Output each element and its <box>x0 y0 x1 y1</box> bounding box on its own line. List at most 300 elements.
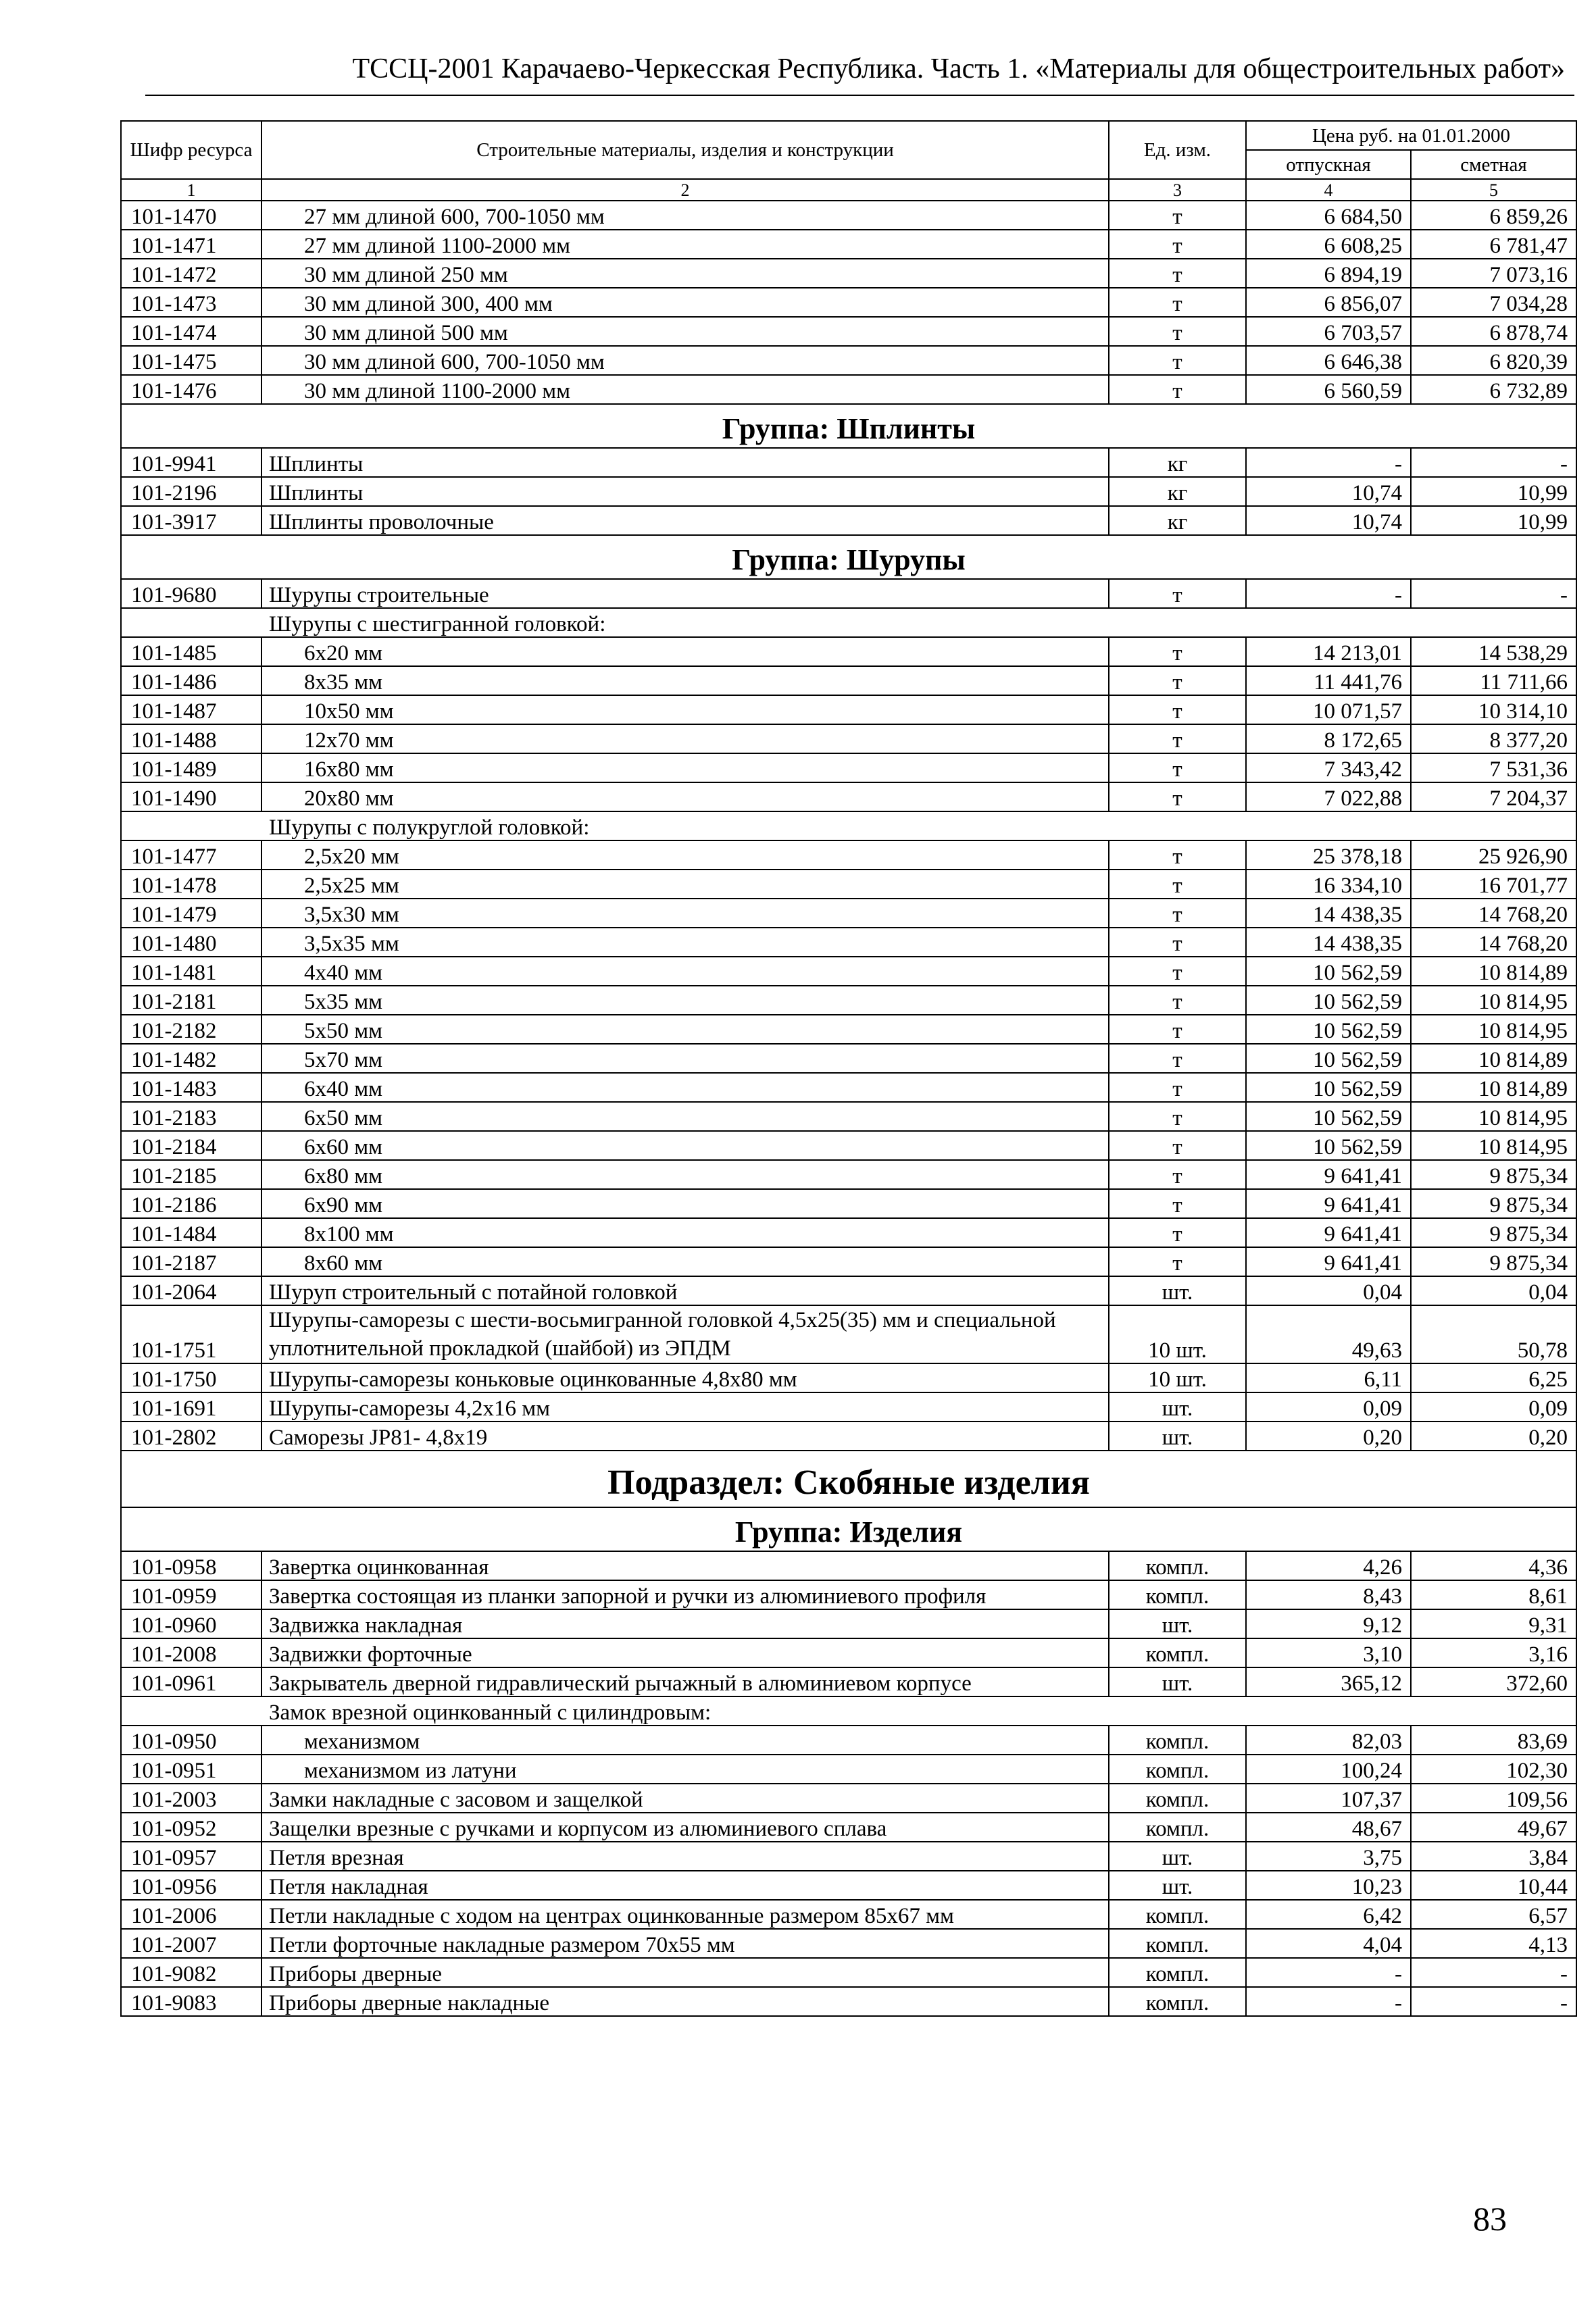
unit-cell: т <box>1109 899 1246 928</box>
estimate-price: 10,44 <box>1411 1871 1576 1900</box>
group-title: Группа: Шурупы <box>121 535 1576 579</box>
unit-cell: т <box>1109 1073 1246 1102</box>
column-header-estimate: сметная <box>1411 150 1576 179</box>
release-price: 10 562,59 <box>1246 957 1411 986</box>
release-price: 10 562,59 <box>1246 1102 1411 1131</box>
unit-cell: компл. <box>1109 1551 1246 1580</box>
table-row <box>121 724 1576 753</box>
resource-code: 101-0956 <box>121 1871 261 1900</box>
table-row <box>121 1015 1576 1044</box>
resource-code: 101-2181 <box>121 986 261 1015</box>
unit-cell: компл. <box>1109 1929 1246 1958</box>
estimate-price: 9 875,34 <box>1411 1218 1576 1247</box>
estimate-price: 10,99 <box>1411 477 1576 506</box>
table-row <box>121 1551 1576 1580</box>
unit-cell: т <box>1109 579 1246 608</box>
table-row <box>121 957 1576 986</box>
unit-cell: т <box>1109 753 1246 782</box>
item-name: 30 мм длиной 600, 700-1050 мм <box>261 346 1109 375</box>
release-price: 8 172,65 <box>1246 724 1411 753</box>
subheading-label: Замок врезной оцинкованный с цилиндровым: <box>261 1696 1411 1726</box>
resource-code: 101-1474 <box>121 317 261 346</box>
resource-code: 101-2184 <box>121 1131 261 1160</box>
estimate-price: 6 859,26 <box>1411 201 1576 230</box>
unit-cell: компл. <box>1109 1958 1246 1987</box>
subheading-label: Шурупы с полукруглой головкой: <box>261 811 1411 840</box>
unit-cell: т <box>1109 724 1246 753</box>
resource-code: 101-1487 <box>121 695 261 724</box>
resource-code: 101-1489 <box>121 753 261 782</box>
table-row <box>121 928 1576 957</box>
item-name: 6х90 мм <box>261 1189 1109 1218</box>
unit-cell: т <box>1109 695 1246 724</box>
table-row <box>121 1871 1576 1900</box>
column-number-5: 5 <box>1411 179 1576 201</box>
estimate-price: 16 701,77 <box>1411 870 1576 899</box>
table-row <box>121 1900 1576 1929</box>
release-price: 14 438,35 <box>1246 899 1411 928</box>
item-name: Шуруп строительный с потайной головкой <box>261 1276 1109 1305</box>
unit-cell: шт. <box>1109 1842 1246 1871</box>
table-row <box>121 346 1576 375</box>
resource-code: 101-1473 <box>121 288 261 317</box>
release-price: 14 438,35 <box>1246 928 1411 957</box>
item-name: 2,5х25 мм <box>261 870 1109 899</box>
item-name: 5х35 мм <box>261 986 1109 1015</box>
release-price: 10 562,59 <box>1246 1131 1411 1160</box>
item-name: 5х50 мм <box>261 1015 1109 1044</box>
estimate-price: 7 073,16 <box>1411 259 1576 288</box>
column-header-code: Шифр ресурса <box>121 121 261 179</box>
estimate-price: - <box>1411 579 1576 608</box>
column-number-4: 4 <box>1246 179 1411 201</box>
release-price: 9 641,41 <box>1246 1247 1411 1276</box>
unit-cell: т <box>1109 840 1246 870</box>
item-name: 6х50 мм <box>261 1102 1109 1131</box>
subsection-header-row <box>121 1451 1576 1507</box>
table-row <box>121 506 1576 535</box>
unit-cell: т <box>1109 201 1246 230</box>
table-row <box>121 753 1576 782</box>
column-header-unit: Ед. изм. <box>1109 121 1246 179</box>
release-price: 365,12 <box>1246 1667 1411 1696</box>
item-name: Завертка состоящая из планки запорной и ручки из алюминиевого профиля <box>261 1580 1109 1609</box>
subheading-empty-cell <box>1411 608 1576 637</box>
resource-code: 101-1485 <box>121 637 261 666</box>
table-row <box>121 1102 1576 1131</box>
resource-code: 101-1486 <box>121 666 261 695</box>
item-name: Шплинты <box>261 477 1109 506</box>
release-price: 6 560,59 <box>1246 375 1411 404</box>
subheading-code-cell <box>121 1696 261 1726</box>
column-number-3: 3 <box>1109 179 1246 201</box>
estimate-price: 9 875,34 <box>1411 1160 1576 1189</box>
subheading-empty-cell <box>1411 1696 1576 1726</box>
table-row <box>121 1958 1576 1987</box>
table-row <box>121 448 1576 477</box>
estimate-price: 6 732,89 <box>1411 375 1576 404</box>
estimate-price: 49,67 <box>1411 1813 1576 1842</box>
table-row <box>121 1726 1576 1755</box>
release-price: 6 894,19 <box>1246 259 1411 288</box>
table-row <box>121 870 1576 899</box>
unit-cell: т <box>1109 1218 1246 1247</box>
table-row <box>121 1305 1576 1363</box>
table-row <box>121 986 1576 1015</box>
subheading-row <box>121 1696 1576 1726</box>
resource-code: 101-2008 <box>121 1638 261 1667</box>
table-row <box>121 1218 1576 1247</box>
table-row <box>121 1131 1576 1160</box>
estimate-price: 14 768,20 <box>1411 899 1576 928</box>
table-row <box>121 288 1576 317</box>
resource-code: 101-2007 <box>121 1929 261 1958</box>
subheading-label: Шурупы с шестигранной головкой: <box>261 608 1411 637</box>
unit-cell: компл. <box>1109 1813 1246 1842</box>
resource-code: 101-1480 <box>121 928 261 957</box>
item-name: Приборы дверные накладные <box>261 1987 1109 2016</box>
unit-cell: компл. <box>1109 1638 1246 1667</box>
unit-cell: шт. <box>1109 1871 1246 1900</box>
item-name: Петли накладные с ходом на центрах оцинкованные размером 85х67 мм <box>261 1900 1109 1929</box>
resource-code: 101-1470 <box>121 201 261 230</box>
estimate-price: - <box>1411 1987 1576 2016</box>
resource-code: 101-0958 <box>121 1551 261 1580</box>
table-row <box>121 375 1576 404</box>
release-price: 6 703,57 <box>1246 317 1411 346</box>
table-row <box>121 1784 1576 1813</box>
item-name: Петля врезная <box>261 1842 1109 1871</box>
table-row <box>121 1073 1576 1102</box>
estimate-price: 10 814,89 <box>1411 957 1576 986</box>
table-row <box>121 477 1576 506</box>
release-price: 10 071,57 <box>1246 695 1411 724</box>
table-row <box>121 259 1576 288</box>
table-row <box>121 1755 1576 1784</box>
unit-cell: т <box>1109 1044 1246 1073</box>
release-price: 3,10 <box>1246 1638 1411 1667</box>
release-price: 6 646,38 <box>1246 346 1411 375</box>
release-price: 6,11 <box>1246 1363 1411 1392</box>
release-price: 9 641,41 <box>1246 1218 1411 1247</box>
unit-cell: т <box>1109 928 1246 957</box>
table-body <box>121 201 1576 2016</box>
estimate-price: 4,36 <box>1411 1551 1576 1580</box>
resource-code: 101-2182 <box>121 1015 261 1044</box>
item-name: 5х70 мм <box>261 1044 1109 1073</box>
unit-cell: кг <box>1109 477 1246 506</box>
resource-code: 101-2183 <box>121 1102 261 1131</box>
unit-cell: т <box>1109 1189 1246 1218</box>
estimate-price: 9 875,34 <box>1411 1189 1576 1218</box>
resource-code: 101-2006 <box>121 1900 261 1929</box>
unit-cell: компл. <box>1109 1784 1246 1813</box>
subheading-code-cell <box>121 811 261 840</box>
estimate-price: 6,57 <box>1411 1900 1576 1929</box>
column-header-price: Цена руб. на 01.01.2000 <box>1246 121 1576 150</box>
estimate-price: 9,31 <box>1411 1609 1576 1638</box>
price-table <box>120 120 1577 2017</box>
estimate-price: 6 781,47 <box>1411 230 1576 259</box>
page-number: 83 <box>1473 2200 1507 2238</box>
release-price: - <box>1246 1987 1411 2016</box>
subheading-code-cell <box>121 608 261 637</box>
unit-cell: т <box>1109 1131 1246 1160</box>
table-row <box>121 1609 1576 1638</box>
estimate-price: 7 034,28 <box>1411 288 1576 317</box>
estimate-price: 9 875,34 <box>1411 1247 1576 1276</box>
table-row <box>121 317 1576 346</box>
estimate-price: 14 768,20 <box>1411 928 1576 957</box>
resource-code: 101-2185 <box>121 1160 261 1189</box>
resource-code: 101-9680 <box>121 579 261 608</box>
item-name: Задвижка накладная <box>261 1609 1109 1638</box>
item-name: Шурупы-саморезы с шести-восьмигранной головкой 4,5х25(35) мм и специальной уплотнительной прокладкой (шайбой) из ЭПДМ <box>261 1305 1109 1363</box>
estimate-price: 372,60 <box>1411 1667 1576 1696</box>
subsection-title: Подраздел: Скобяные изделия <box>121 1451 1576 1507</box>
resource-code: 101-2064 <box>121 1276 261 1305</box>
resource-code: 101-1478 <box>121 870 261 899</box>
estimate-price: 83,69 <box>1411 1726 1576 1755</box>
release-price: 4,04 <box>1246 1929 1411 1958</box>
item-name: 30 мм длиной 250 мм <box>261 259 1109 288</box>
resource-code: 101-9941 <box>121 448 261 477</box>
resource-code: 101-0957 <box>121 1842 261 1871</box>
estimate-price: 6 878,74 <box>1411 317 1576 346</box>
estimate-price: 102,30 <box>1411 1755 1576 1784</box>
estimate-price: - <box>1411 448 1576 477</box>
resource-code: 101-1471 <box>121 230 261 259</box>
resource-code: 101-2186 <box>121 1189 261 1218</box>
item-name: 6х60 мм <box>261 1131 1109 1160</box>
unit-cell: т <box>1109 782 1246 811</box>
estimate-price: 0,04 <box>1411 1276 1576 1305</box>
table-row <box>121 637 1576 666</box>
item-name: Петля накладная <box>261 1871 1109 1900</box>
resource-code: 101-0961 <box>121 1667 261 1696</box>
unit-cell: шт. <box>1109 1667 1246 1696</box>
resource-code: 101-1484 <box>121 1218 261 1247</box>
unit-cell: т <box>1109 1015 1246 1044</box>
unit-cell: т <box>1109 870 1246 899</box>
estimate-price: 11 711,66 <box>1411 666 1576 695</box>
estimate-price: 25 926,90 <box>1411 840 1576 870</box>
item-name: Шурупы-саморезы коньковые оцинкованные 4,8х80 мм <box>261 1363 1109 1392</box>
table-row <box>121 1580 1576 1609</box>
table-row <box>121 1392 1576 1422</box>
estimate-price: 109,56 <box>1411 1784 1576 1813</box>
resource-code: 101-0951 <box>121 1755 261 1784</box>
table-row <box>121 1422 1576 1451</box>
release-price: 0,04 <box>1246 1276 1411 1305</box>
release-price: 7 022,88 <box>1246 782 1411 811</box>
item-name: Замки накладные с засовом и защелкой <box>261 1784 1109 1813</box>
unit-cell: т <box>1109 986 1246 1015</box>
release-price: 6 684,50 <box>1246 201 1411 230</box>
column-number-1: 1 <box>121 179 261 201</box>
item-name: Завертка оцинкованная <box>261 1551 1109 1580</box>
unit-cell: компл. <box>1109 1900 1246 1929</box>
release-price: 10,74 <box>1246 506 1411 535</box>
release-price: 3,75 <box>1246 1842 1411 1871</box>
release-price: 48,67 <box>1246 1813 1411 1842</box>
table-row <box>121 1813 1576 1842</box>
table-row <box>121 1160 1576 1189</box>
estimate-price: 10,99 <box>1411 506 1576 535</box>
resource-code: 101-1483 <box>121 1073 261 1102</box>
resource-code: 101-1477 <box>121 840 261 870</box>
unit-cell: кг <box>1109 506 1246 535</box>
estimate-price: 10 814,95 <box>1411 1131 1576 1160</box>
unit-cell: компл. <box>1109 1726 1246 1755</box>
release-price: 0,20 <box>1246 1422 1411 1451</box>
item-name: 27 мм длиной 1100-2000 мм <box>261 230 1109 259</box>
resource-code: 101-0950 <box>121 1726 261 1755</box>
page-header-title: ТССЦ-2001 Карачаево-Черкесская Республика. Часть 1. «Материалы для общестроительных работ» <box>352 53 1565 84</box>
unit-cell: т <box>1109 1247 1246 1276</box>
unit-cell: т <box>1109 637 1246 666</box>
release-price: 9,12 <box>1246 1609 1411 1638</box>
release-price: 14 213,01 <box>1246 637 1411 666</box>
estimate-price: 0,09 <box>1411 1392 1576 1422</box>
release-price: 6 856,07 <box>1246 288 1411 317</box>
item-name: 30 мм длиной 1100-2000 мм <box>261 375 1109 404</box>
unit-cell: т <box>1109 230 1246 259</box>
item-name: 20х80 мм <box>261 782 1109 811</box>
item-name: 8х35 мм <box>261 666 1109 695</box>
resource-code: 101-9083 <box>121 1987 261 2016</box>
resource-code: 101-1476 <box>121 375 261 404</box>
estimate-price: 10 814,95 <box>1411 986 1576 1015</box>
table-row <box>121 1044 1576 1073</box>
resource-code: 101-1691 <box>121 1392 261 1422</box>
table-row <box>121 1363 1576 1392</box>
group-header-row <box>121 1507 1576 1551</box>
item-name: механизмом из латуни <box>261 1755 1109 1784</box>
release-price: 6,42 <box>1246 1900 1411 1929</box>
estimate-price: 7 531,36 <box>1411 753 1576 782</box>
table-row <box>121 1276 1576 1305</box>
item-name: 3,5х30 мм <box>261 899 1109 928</box>
subheading-row <box>121 811 1576 840</box>
table-row <box>121 579 1576 608</box>
unit-cell: т <box>1109 259 1246 288</box>
estimate-price: 6,25 <box>1411 1363 1576 1392</box>
table-row <box>121 840 1576 870</box>
release-price: 49,63 <box>1246 1305 1411 1363</box>
estimate-price: 3,16 <box>1411 1638 1576 1667</box>
item-name: 6х20 мм <box>261 637 1109 666</box>
unit-cell: т <box>1109 346 1246 375</box>
table-row <box>121 1667 1576 1696</box>
estimate-price: 0,20 <box>1411 1422 1576 1451</box>
estimate-price: 10 814,89 <box>1411 1073 1576 1102</box>
item-name: 10х50 мм <box>261 695 1109 724</box>
release-price: 10 562,59 <box>1246 1015 1411 1044</box>
item-name: Закрыватель дверной гидравлический рычажный в алюминиевом корпусе <box>261 1667 1109 1696</box>
release-price: 10 562,59 <box>1246 1073 1411 1102</box>
item-name: 27 мм длиной 600, 700-1050 мм <box>261 201 1109 230</box>
table-row <box>121 1189 1576 1218</box>
release-price: 10,74 <box>1246 477 1411 506</box>
release-price: 16 334,10 <box>1246 870 1411 899</box>
table-row <box>121 1638 1576 1667</box>
item-name: Шурупы-саморезы 4,2х16 мм <box>261 1392 1109 1422</box>
resource-code: 101-0960 <box>121 1609 261 1638</box>
table-row <box>121 1929 1576 1958</box>
item-name: Защелки врезные с ручками и корпусом из алюминиевого сплава <box>261 1813 1109 1842</box>
release-price: 4,26 <box>1246 1551 1411 1580</box>
resource-code: 101-1751 <box>121 1305 261 1363</box>
group-title: Группа: Шплинты <box>121 404 1576 448</box>
group-header-row <box>121 404 1576 448</box>
item-name: 12х70 мм <box>261 724 1109 753</box>
unit-cell: т <box>1109 1102 1246 1131</box>
item-name: 6х80 мм <box>261 1160 1109 1189</box>
item-name: 8х100 мм <box>261 1218 1109 1247</box>
table-row <box>121 230 1576 259</box>
group-title: Группа: Изделия <box>121 1507 1576 1551</box>
resource-code: 101-2187 <box>121 1247 261 1276</box>
estimate-price: 8 377,20 <box>1411 724 1576 753</box>
release-price: - <box>1246 579 1411 608</box>
resource-code: 101-1490 <box>121 782 261 811</box>
table-row <box>121 201 1576 230</box>
release-price: 10 562,59 <box>1246 986 1411 1015</box>
release-price: 9 641,41 <box>1246 1189 1411 1218</box>
unit-cell: шт. <box>1109 1609 1246 1638</box>
subheading-row <box>121 608 1576 637</box>
table-row <box>121 1987 1576 2016</box>
estimate-price: 8,61 <box>1411 1580 1576 1609</box>
estimate-price: 10 314,10 <box>1411 695 1576 724</box>
item-name: 3,5х35 мм <box>261 928 1109 957</box>
table-row <box>121 695 1576 724</box>
unit-cell: шт. <box>1109 1422 1246 1451</box>
unit-cell: шт. <box>1109 1392 1246 1422</box>
release-price: 25 378,18 <box>1246 840 1411 870</box>
estimate-price: 14 538,29 <box>1411 637 1576 666</box>
resource-code: 101-3917 <box>121 506 261 535</box>
resource-code: 101-1750 <box>121 1363 261 1392</box>
estimate-price: - <box>1411 1958 1576 1987</box>
item-name: Шплинты <box>261 448 1109 477</box>
item-name: Задвижки форточные <box>261 1638 1109 1667</box>
resource-code: 101-9082 <box>121 1958 261 1987</box>
item-name: Саморезы JP81- 4,8х19 <box>261 1422 1109 1451</box>
table-row <box>121 899 1576 928</box>
resource-code: 101-1472 <box>121 259 261 288</box>
release-price: 11 441,76 <box>1246 666 1411 695</box>
release-price: 6 608,25 <box>1246 230 1411 259</box>
table-row <box>121 1247 1576 1276</box>
table-row <box>121 782 1576 811</box>
resource-code: 101-1482 <box>121 1044 261 1073</box>
item-name: 30 мм длиной 500 мм <box>261 317 1109 346</box>
estimate-price: 50,78 <box>1411 1305 1576 1363</box>
unit-cell: компл. <box>1109 1580 1246 1609</box>
resource-code: 101-1475 <box>121 346 261 375</box>
release-price: - <box>1246 448 1411 477</box>
unit-cell: т <box>1109 1160 1246 1189</box>
resource-code: 101-1481 <box>121 957 261 986</box>
release-price: 107,37 <box>1246 1784 1411 1813</box>
item-name: Шурупы строительные <box>261 579 1109 608</box>
resource-code: 101-2003 <box>121 1784 261 1813</box>
item-name: Приборы дверные <box>261 1958 1109 1987</box>
release-price: 100,24 <box>1246 1755 1411 1784</box>
table-row <box>121 1842 1576 1871</box>
